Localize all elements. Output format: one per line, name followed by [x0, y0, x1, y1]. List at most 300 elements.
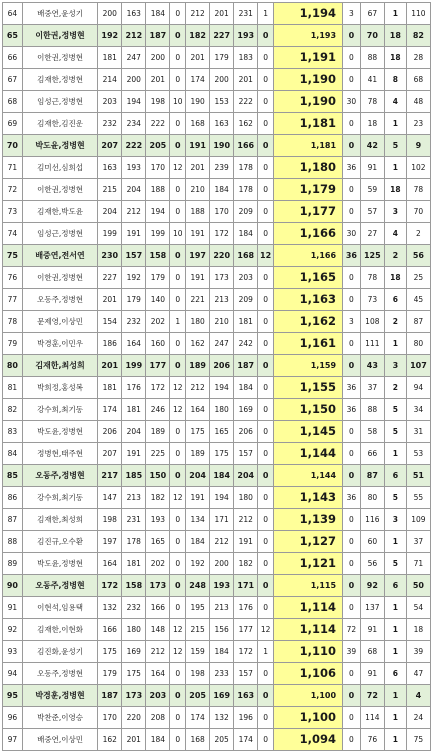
score-cell: 200: [98, 3, 122, 25]
team-name-cell: 박도윤,정병현: [22, 421, 97, 443]
handicap-cell: 0: [258, 223, 274, 245]
team-name-cell: 오동주,정병현: [22, 663, 97, 685]
points-cell: 47: [406, 663, 430, 685]
team-name-cell: 오동주,정병현: [22, 465, 97, 487]
score-cell: 217: [98, 465, 122, 487]
table-row: [3, 3, 431, 25]
handicap-cell: 0: [258, 443, 274, 465]
rank-cell: 66: [3, 47, 23, 69]
score-cell: 193: [210, 575, 234, 597]
score-cell: 132: [98, 597, 122, 619]
handicap-cell: 0: [258, 135, 274, 157]
rank-cell: 97: [3, 729, 23, 751]
handicap-cell: 0: [170, 531, 186, 553]
score-cell: 209: [234, 201, 258, 223]
total-score-cell: 1,100: [273, 685, 342, 707]
table-row: [3, 443, 431, 465]
team-name-cell: 박찬준,이영승: [22, 707, 97, 729]
score-cell: 163: [98, 157, 122, 179]
count-cell: 4: [384, 223, 406, 245]
score-cell: 180: [210, 399, 234, 421]
table-row: [3, 47, 431, 69]
rank-cell: 79: [3, 333, 23, 355]
score-cell: 168: [186, 729, 210, 751]
count-cell: 1: [384, 113, 406, 135]
score-cell: 168: [234, 245, 258, 267]
score-cell: 173: [122, 685, 146, 707]
team-name-cell: 강수희,최기동: [22, 487, 97, 509]
score-cell: 176: [122, 377, 146, 399]
score-cell: 215: [98, 179, 122, 201]
score-cell: 181: [98, 377, 122, 399]
diff-cell: 88: [360, 399, 384, 421]
table-row: [3, 135, 431, 157]
score-cell: 187: [234, 355, 258, 377]
total-score-cell: 1,127: [273, 531, 342, 553]
score-cell: 246: [146, 399, 170, 421]
score-cell: 175: [210, 443, 234, 465]
team-name-cell: 김재한,김진운: [22, 113, 97, 135]
table-row: [3, 113, 431, 135]
score-cell: 215: [186, 619, 210, 641]
score-cell: 197: [186, 245, 210, 267]
total-score-cell: 1,110: [273, 641, 342, 663]
table-row: [3, 707, 431, 729]
total-score-cell: 1,161: [273, 333, 342, 355]
handicap-total-cell: 0: [343, 663, 361, 685]
team-name-cell: 배중연,전서연: [22, 245, 97, 267]
score-cell: 184: [210, 641, 234, 663]
handicap-cell: 0: [258, 377, 274, 399]
score-cell: 177: [234, 619, 258, 641]
score-cell: 174: [186, 69, 210, 91]
handicap-cell: 0: [170, 465, 186, 487]
total-score-cell: 1,159: [273, 355, 342, 377]
handicap-cell: 0: [258, 69, 274, 91]
rank-cell: 74: [3, 223, 23, 245]
points-cell: 54: [406, 597, 430, 619]
score-cell: 182: [186, 25, 210, 47]
score-cell: 175: [98, 641, 122, 663]
handicap-total-cell: 0: [343, 289, 361, 311]
score-cell: 200: [122, 69, 146, 91]
handicap-cell: 12: [258, 245, 274, 267]
handicap-cell: 10: [170, 223, 186, 245]
diff-cell: 57: [360, 201, 384, 223]
score-cell: 158: [122, 575, 146, 597]
points-cell: 18: [406, 619, 430, 641]
total-score-cell: 1,180: [273, 157, 342, 179]
score-cell: 191: [186, 267, 210, 289]
rank-cell: 94: [3, 663, 23, 685]
score-cell: 205: [186, 685, 210, 707]
points-cell: 9: [406, 135, 430, 157]
team-name-cell: 김재한,정병현: [22, 69, 97, 91]
handicap-cell: 0: [170, 729, 186, 751]
count-cell: 1: [384, 729, 406, 751]
handicap-total-cell: 0: [343, 421, 361, 443]
points-cell: 39: [406, 641, 430, 663]
handicap-total-cell: 72: [343, 619, 361, 641]
score-cell: 172: [98, 575, 122, 597]
score-cell: 195: [186, 597, 210, 619]
diff-cell: 66: [360, 443, 384, 465]
handicap-cell: 0: [258, 91, 274, 113]
team-name-cell: 박도윤,정병현: [22, 135, 97, 157]
score-cell: 213: [210, 597, 234, 619]
count-cell: 18: [384, 25, 406, 47]
diff-cell: 108: [360, 311, 384, 333]
rank-cell: 67: [3, 69, 23, 91]
handicap-total-cell: 0: [343, 443, 361, 465]
table-row: [3, 245, 431, 267]
score-cell: 190: [210, 135, 234, 157]
count-cell: 1: [384, 619, 406, 641]
table-row: [3, 597, 431, 619]
team-name-cell: 김재한,최성희: [22, 509, 97, 531]
score-cell: 173: [146, 575, 170, 597]
score-cell: 194: [146, 201, 170, 223]
count-cell: 1: [384, 3, 406, 25]
diff-cell: 37: [360, 377, 384, 399]
points-cell: 82: [406, 25, 430, 47]
team-name-cell: 임성근,정병현: [22, 223, 97, 245]
count-cell: 6: [384, 289, 406, 311]
score-cell: 203: [146, 685, 170, 707]
points-cell: 31: [406, 421, 430, 443]
score-cell: 132: [210, 707, 234, 729]
score-cell: 248: [186, 575, 210, 597]
score-cell: 157: [234, 663, 258, 685]
rank-cell: 78: [3, 311, 23, 333]
score-cell: 184: [210, 465, 234, 487]
handicap-cell: 0: [258, 201, 274, 223]
handicap-cell: 0: [258, 25, 274, 47]
handicap-cell: 0: [170, 355, 186, 377]
rank-cell: 95: [3, 685, 23, 707]
handicap-cell: 0: [258, 399, 274, 421]
count-cell: 1: [384, 531, 406, 553]
team-name-cell: 김미선,심희섭: [22, 157, 97, 179]
score-cell: 147: [98, 487, 122, 509]
score-cell: 201: [234, 69, 258, 91]
rank-cell: 92: [3, 619, 23, 641]
table-row: [3, 399, 431, 421]
total-score-cell: 1,181: [273, 113, 342, 135]
score-cell: 170: [146, 157, 170, 179]
score-cell: 181: [122, 553, 146, 575]
team-name-cell: 이한권,정병현: [22, 267, 97, 289]
handicap-cell: 0: [170, 47, 186, 69]
handicap-cell: 12: [170, 377, 186, 399]
handicap-total-cell: 36: [343, 245, 361, 267]
handicap-total-cell: 30: [343, 223, 361, 245]
count-cell: 6: [384, 575, 406, 597]
rank-cell: 70: [3, 135, 23, 157]
score-cell: 191: [186, 135, 210, 157]
table-row: [3, 663, 431, 685]
team-name-cell: 임성근,정병현: [22, 91, 97, 113]
score-cell: 221: [186, 289, 210, 311]
score-cell: 178: [122, 531, 146, 553]
score-cell: 199: [146, 223, 170, 245]
table-row: [3, 685, 431, 707]
score-cell: 176: [234, 597, 258, 619]
total-score-cell: 1,163: [273, 289, 342, 311]
handicap-total-cell: 0: [343, 597, 361, 619]
handicap-cell: 0: [258, 157, 274, 179]
total-score-cell: 1,190: [273, 91, 342, 113]
handicap-cell: 0: [258, 421, 274, 443]
score-cell: 172: [234, 641, 258, 663]
score-cell: 180: [186, 311, 210, 333]
handicap-total-cell: 0: [343, 531, 361, 553]
score-cell: 198: [146, 91, 170, 113]
count-cell: 18: [384, 179, 406, 201]
score-cell: 191: [186, 223, 210, 245]
points-cell: 94: [406, 377, 430, 399]
handicap-cell: 0: [258, 113, 274, 135]
score-cell: 190: [186, 91, 210, 113]
score-cell: 204: [186, 465, 210, 487]
table-row: [3, 553, 431, 575]
team-name-cell: 배중연,이상민: [22, 729, 97, 751]
diff-cell: 88: [360, 47, 384, 69]
score-cell: 164: [146, 663, 170, 685]
handicap-total-cell: 0: [343, 685, 361, 707]
handicap-total-cell: 0: [343, 509, 361, 531]
handicap-total-cell: 30: [343, 91, 361, 113]
team-name-cell: 김재한,이현화: [22, 619, 97, 641]
score-cell: 164: [186, 399, 210, 421]
handicap-cell: 0: [170, 3, 186, 25]
score-cell: 212: [122, 201, 146, 223]
team-name-cell: 오동주,정병현: [22, 575, 97, 597]
table-row: [3, 355, 431, 377]
score-cell: 212: [234, 509, 258, 531]
score-cell: 210: [186, 179, 210, 201]
diff-cell: 18: [360, 113, 384, 135]
score-cell: 153: [210, 91, 234, 113]
total-score-cell: 1,166: [273, 245, 342, 267]
table-row: [3, 487, 431, 509]
score-cell: 213: [122, 487, 146, 509]
team-name-cell: 이한권,정병현: [22, 47, 97, 69]
rank-cell: 71: [3, 157, 23, 179]
total-score-cell: 1,094: [273, 729, 342, 751]
score-cell: 174: [186, 707, 210, 729]
handicap-cell: 10: [170, 91, 186, 113]
diff-cell: 70: [360, 25, 384, 47]
handicap-total-cell: 0: [343, 355, 361, 377]
handicap-cell: 0: [258, 355, 274, 377]
count-cell: 6: [384, 663, 406, 685]
handicap-total-cell: 36: [343, 487, 361, 509]
handicap-cell: 0: [170, 553, 186, 575]
score-cell: 232: [122, 597, 146, 619]
score-cell: 247: [122, 47, 146, 69]
team-name-cell: 이한권,정병현: [22, 179, 97, 201]
team-name-cell: 김진화,윤성기: [22, 641, 97, 663]
handicap-cell: 0: [258, 663, 274, 685]
table-row: [3, 421, 431, 443]
points-cell: 75: [406, 729, 430, 751]
count-cell: 3: [384, 201, 406, 223]
score-cell: 192: [122, 267, 146, 289]
score-cell: 173: [210, 267, 234, 289]
score-cell: 212: [146, 641, 170, 663]
score-cell: 210: [210, 311, 234, 333]
handicap-total-cell: 0: [343, 69, 361, 91]
count-cell: 5: [384, 399, 406, 421]
score-cell: 177: [146, 355, 170, 377]
score-cell: 199: [98, 223, 122, 245]
points-cell: 37: [406, 531, 430, 553]
score-cell: 206: [234, 421, 258, 443]
score-cell: 163: [122, 3, 146, 25]
score-cell: 227: [98, 267, 122, 289]
rank-cell: 77: [3, 289, 23, 311]
score-cell: 181: [234, 311, 258, 333]
points-cell: 102: [406, 157, 430, 179]
points-cell: 53: [406, 443, 430, 465]
score-cell: 201: [186, 47, 210, 69]
diff-cell: 111: [360, 333, 384, 355]
score-cell: 165: [146, 531, 170, 553]
score-cell: 169: [234, 399, 258, 421]
total-score-cell: 1,191: [273, 47, 342, 69]
score-cell: 233: [210, 663, 234, 685]
points-cell: 50: [406, 575, 430, 597]
rank-cell: 93: [3, 641, 23, 663]
score-cell: 207: [98, 135, 122, 157]
handicap-cell: 0: [170, 289, 186, 311]
count-cell: 2: [384, 311, 406, 333]
total-score-cell: 1,121: [273, 553, 342, 575]
score-cell: 205: [210, 729, 234, 751]
points-cell: 109: [406, 509, 430, 531]
score-cell: 170: [210, 201, 234, 223]
team-name-cell: 박도윤,정병현: [22, 553, 97, 575]
count-cell: 3: [384, 509, 406, 531]
team-name-cell: 박희정,홍성복: [22, 377, 97, 399]
count-cell: 1: [384, 443, 406, 465]
score-cell: 234: [122, 113, 146, 135]
score-cell: 204: [98, 201, 122, 223]
handicap-cell: 0: [170, 201, 186, 223]
handicap-total-cell: 36: [343, 399, 361, 421]
score-cell: 212: [186, 377, 210, 399]
handicap-cell: 0: [170, 421, 186, 443]
count-cell: 4: [384, 91, 406, 113]
score-cell: 198: [98, 509, 122, 531]
handicap-total-cell: 0: [343, 465, 361, 487]
table-row: [3, 531, 431, 553]
score-cell: 200: [210, 69, 234, 91]
score-cell: 201: [146, 69, 170, 91]
points-cell: 87: [406, 311, 430, 333]
count-cell: 18: [384, 47, 406, 69]
diff-cell: 91: [360, 619, 384, 641]
score-cell: 181: [98, 47, 122, 69]
team-name-cell: 이현석,임용택: [22, 597, 97, 619]
table-row: [3, 575, 431, 597]
handicap-cell: 0: [258, 267, 274, 289]
count-cell: 1: [384, 685, 406, 707]
handicap-cell: 0: [258, 179, 274, 201]
table-row: [3, 179, 431, 201]
score-cell: 199: [122, 355, 146, 377]
score-cell: 170: [98, 707, 122, 729]
diff-cell: 58: [360, 421, 384, 443]
score-cell: 182: [234, 553, 258, 575]
table-row: [3, 223, 431, 245]
score-cell: 171: [234, 575, 258, 597]
score-cell: 162: [186, 333, 210, 355]
handicap-total-cell: 0: [343, 729, 361, 751]
points-cell: 107: [406, 355, 430, 377]
points-cell: 28: [406, 47, 430, 69]
score-cell: 189: [186, 355, 210, 377]
handicap-total-cell: 0: [343, 707, 361, 729]
rank-cell: 75: [3, 245, 23, 267]
score-cell: 179: [122, 289, 146, 311]
handicap-cell: 0: [170, 597, 186, 619]
score-cell: 191: [122, 443, 146, 465]
score-cell: 163: [210, 113, 234, 135]
score-cell: 214: [98, 69, 122, 91]
handicap-total-cell: 0: [343, 201, 361, 223]
handicap-cell: 1: [258, 641, 274, 663]
score-cell: 158: [146, 245, 170, 267]
points-cell: 25: [406, 267, 430, 289]
score-cell: 222: [122, 135, 146, 157]
total-score-cell: 1,106: [273, 663, 342, 685]
rank-cell: 83: [3, 421, 23, 443]
handicap-cell: 0: [258, 487, 274, 509]
handicap-cell: 0: [258, 333, 274, 355]
score-cell: 227: [210, 25, 234, 47]
handicap-cell: 0: [258, 289, 274, 311]
score-cell: 222: [146, 113, 170, 135]
rank-cell: 82: [3, 399, 23, 421]
handicap-cell: 12: [170, 157, 186, 179]
score-cell: 178: [234, 179, 258, 201]
score-cell: 191: [186, 487, 210, 509]
handicap-cell: 0: [170, 333, 186, 355]
total-score-cell: 1,115: [273, 575, 342, 597]
table-row: [3, 311, 431, 333]
score-cell: 159: [186, 641, 210, 663]
team-name-cell: 박경훈,정병현: [22, 685, 97, 707]
score-cell: 184: [234, 223, 258, 245]
score-cell: 166: [98, 619, 122, 641]
score-cell: 204: [234, 465, 258, 487]
score-cell: 186: [98, 333, 122, 355]
score-cell: 175: [186, 421, 210, 443]
handicap-cell: 12: [170, 487, 186, 509]
score-cell: 179: [210, 47, 234, 69]
score-cell: 179: [98, 663, 122, 685]
diff-cell: 114: [360, 707, 384, 729]
diff-cell: 67: [360, 3, 384, 25]
score-cell: 156: [210, 619, 234, 641]
points-cell: 55: [406, 487, 430, 509]
points-cell: 51: [406, 465, 430, 487]
handicap-total-cell: 36: [343, 157, 361, 179]
score-cell: 206: [98, 421, 122, 443]
count-cell: 18: [384, 267, 406, 289]
